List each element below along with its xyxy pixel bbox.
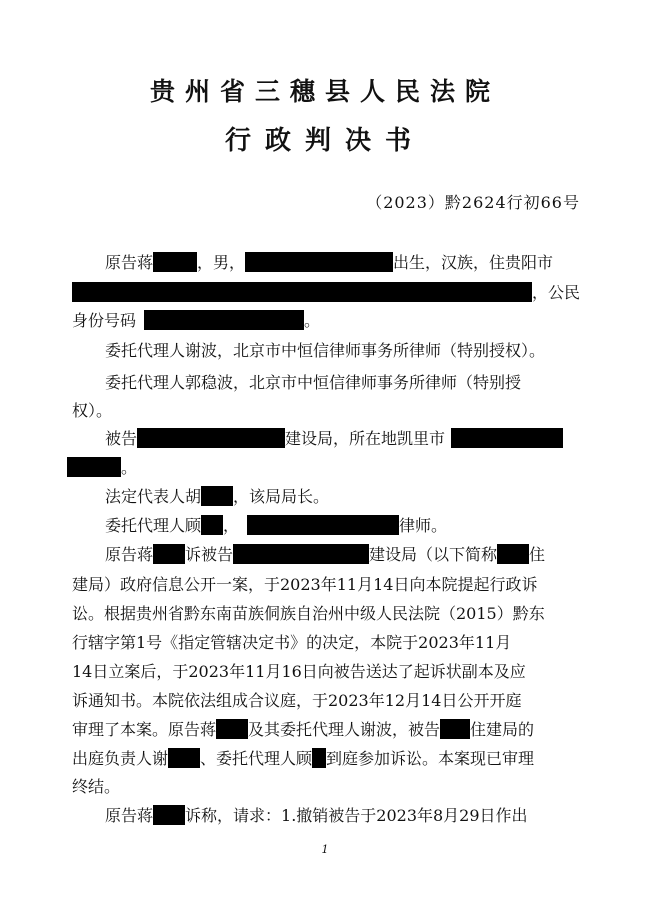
text-line-18 xyxy=(72,748,534,770)
redaction-block xyxy=(153,252,197,272)
text-line-6 xyxy=(72,400,112,422)
text-segment: 出庭负责人谢 xyxy=(72,749,169,768)
redaction-block xyxy=(168,748,200,768)
text-segment: 原告蒋 xyxy=(105,545,154,564)
redaction-block xyxy=(72,282,532,302)
text-line-5 xyxy=(105,372,521,394)
text-segment: ，男， xyxy=(197,253,246,272)
text-segment: 、委托代理人顾 xyxy=(200,749,313,768)
redaction-block xyxy=(497,544,529,564)
text-line-1 xyxy=(105,252,553,274)
redaction-block xyxy=(216,719,248,739)
text-segment: 住 xyxy=(529,545,546,564)
redaction-block xyxy=(144,310,304,330)
text-segment: 原告蒋 xyxy=(105,253,154,272)
text-segment: 终结。 xyxy=(72,777,121,796)
text-segment: 出生，汉族，住贵阳市 xyxy=(393,253,554,272)
text-segment: 法定代表人胡 xyxy=(105,487,202,506)
redaction-block xyxy=(67,457,121,477)
text-segment: 委托代理人郭稳波，北京市中恒信律师事务所律师（特别授 xyxy=(105,373,522,392)
text-segment: 委托代理人谢波，北京市中恒信律师事务所律师（特别授权）。 xyxy=(105,341,546,360)
text-line-13 xyxy=(72,603,545,625)
redaction-block xyxy=(233,544,369,564)
text-segment: 诉称，请求：1.撤销被告于2023年8月29日作出 xyxy=(185,806,528,825)
case-number: （2023）黔2624行初66号 xyxy=(366,193,580,212)
text-segment: 原告蒋 xyxy=(105,806,154,825)
text-segment: ，该局局长。 xyxy=(233,487,330,506)
redaction-block xyxy=(247,515,399,535)
text-line-14 xyxy=(72,632,511,654)
text-segment: 讼。根据贵州省黔东南苗族侗族自治州中级人民法院（2015）黔东 xyxy=(72,604,545,623)
text-line-16 xyxy=(72,690,521,712)
text-line-3 xyxy=(72,310,320,332)
text-segment: 建设局，所在地凯里市 xyxy=(285,429,446,448)
redaction-block xyxy=(153,805,185,825)
text-line-15 xyxy=(72,661,526,683)
redaction-block xyxy=(312,748,326,768)
text-segment: 审理了本案。原告蒋 xyxy=(72,720,217,739)
page-number: 1 xyxy=(321,843,329,856)
redaction-block xyxy=(201,486,233,506)
text-line-9 xyxy=(105,486,329,508)
text-line-20 xyxy=(105,805,528,827)
court-name: 贵州省三穗县人民法院 xyxy=(149,77,500,106)
text-line-19 xyxy=(72,776,120,798)
redaction-block xyxy=(153,544,185,564)
text-line-2 xyxy=(72,282,580,304)
text-segment: 。 xyxy=(121,458,138,477)
text-segment: 建设局（以下简称 xyxy=(369,545,498,564)
redaction-block xyxy=(201,515,223,535)
redaction-block xyxy=(440,719,470,739)
text-segment: 诉被告 xyxy=(185,545,234,564)
text-segment: ， xyxy=(223,516,240,535)
text-segment: 身份号码 xyxy=(72,311,137,330)
text-segment: 权）。 xyxy=(72,401,113,420)
text-segment: 诉通知书。本院依法组成合议庭，于2023年12月14日公开开庭 xyxy=(72,691,522,710)
text-line-12 xyxy=(72,574,537,596)
text-segment: 到庭参加诉讼。本案现已审理 xyxy=(326,749,535,768)
text-segment: 行辖字第1号《指定管辖决定书》的决定，本院于2023年11月 xyxy=(72,633,512,652)
text-line-7 xyxy=(105,428,563,450)
text-segment: 住建局的 xyxy=(470,720,535,739)
text-segment: 被告 xyxy=(105,429,138,448)
text-line-4 xyxy=(105,340,545,362)
document-type: 行政判决书 xyxy=(224,126,425,156)
text-segment: 律师。 xyxy=(399,516,448,535)
redaction-block xyxy=(451,428,563,448)
text-segment: 建局）政府信息公开一案，于2023年11月14日向本院提起行政诉 xyxy=(72,575,538,594)
text-line-11 xyxy=(105,544,545,566)
text-line-10 xyxy=(105,515,447,537)
text-line-17 xyxy=(72,719,534,741)
text-segment: 。 xyxy=(304,311,321,330)
redaction-block xyxy=(137,428,285,448)
text-segment: 14日立案后，于2023年11月16日向被告送达了起诉状副本及应 xyxy=(72,662,526,681)
text-segment: ，公民 xyxy=(532,283,581,302)
text-line-8 xyxy=(67,457,137,479)
text-segment: 委托代理人顾 xyxy=(105,516,202,535)
text-segment: 及其委托代理人谢波，被告 xyxy=(248,720,441,739)
redaction-block xyxy=(245,252,393,272)
